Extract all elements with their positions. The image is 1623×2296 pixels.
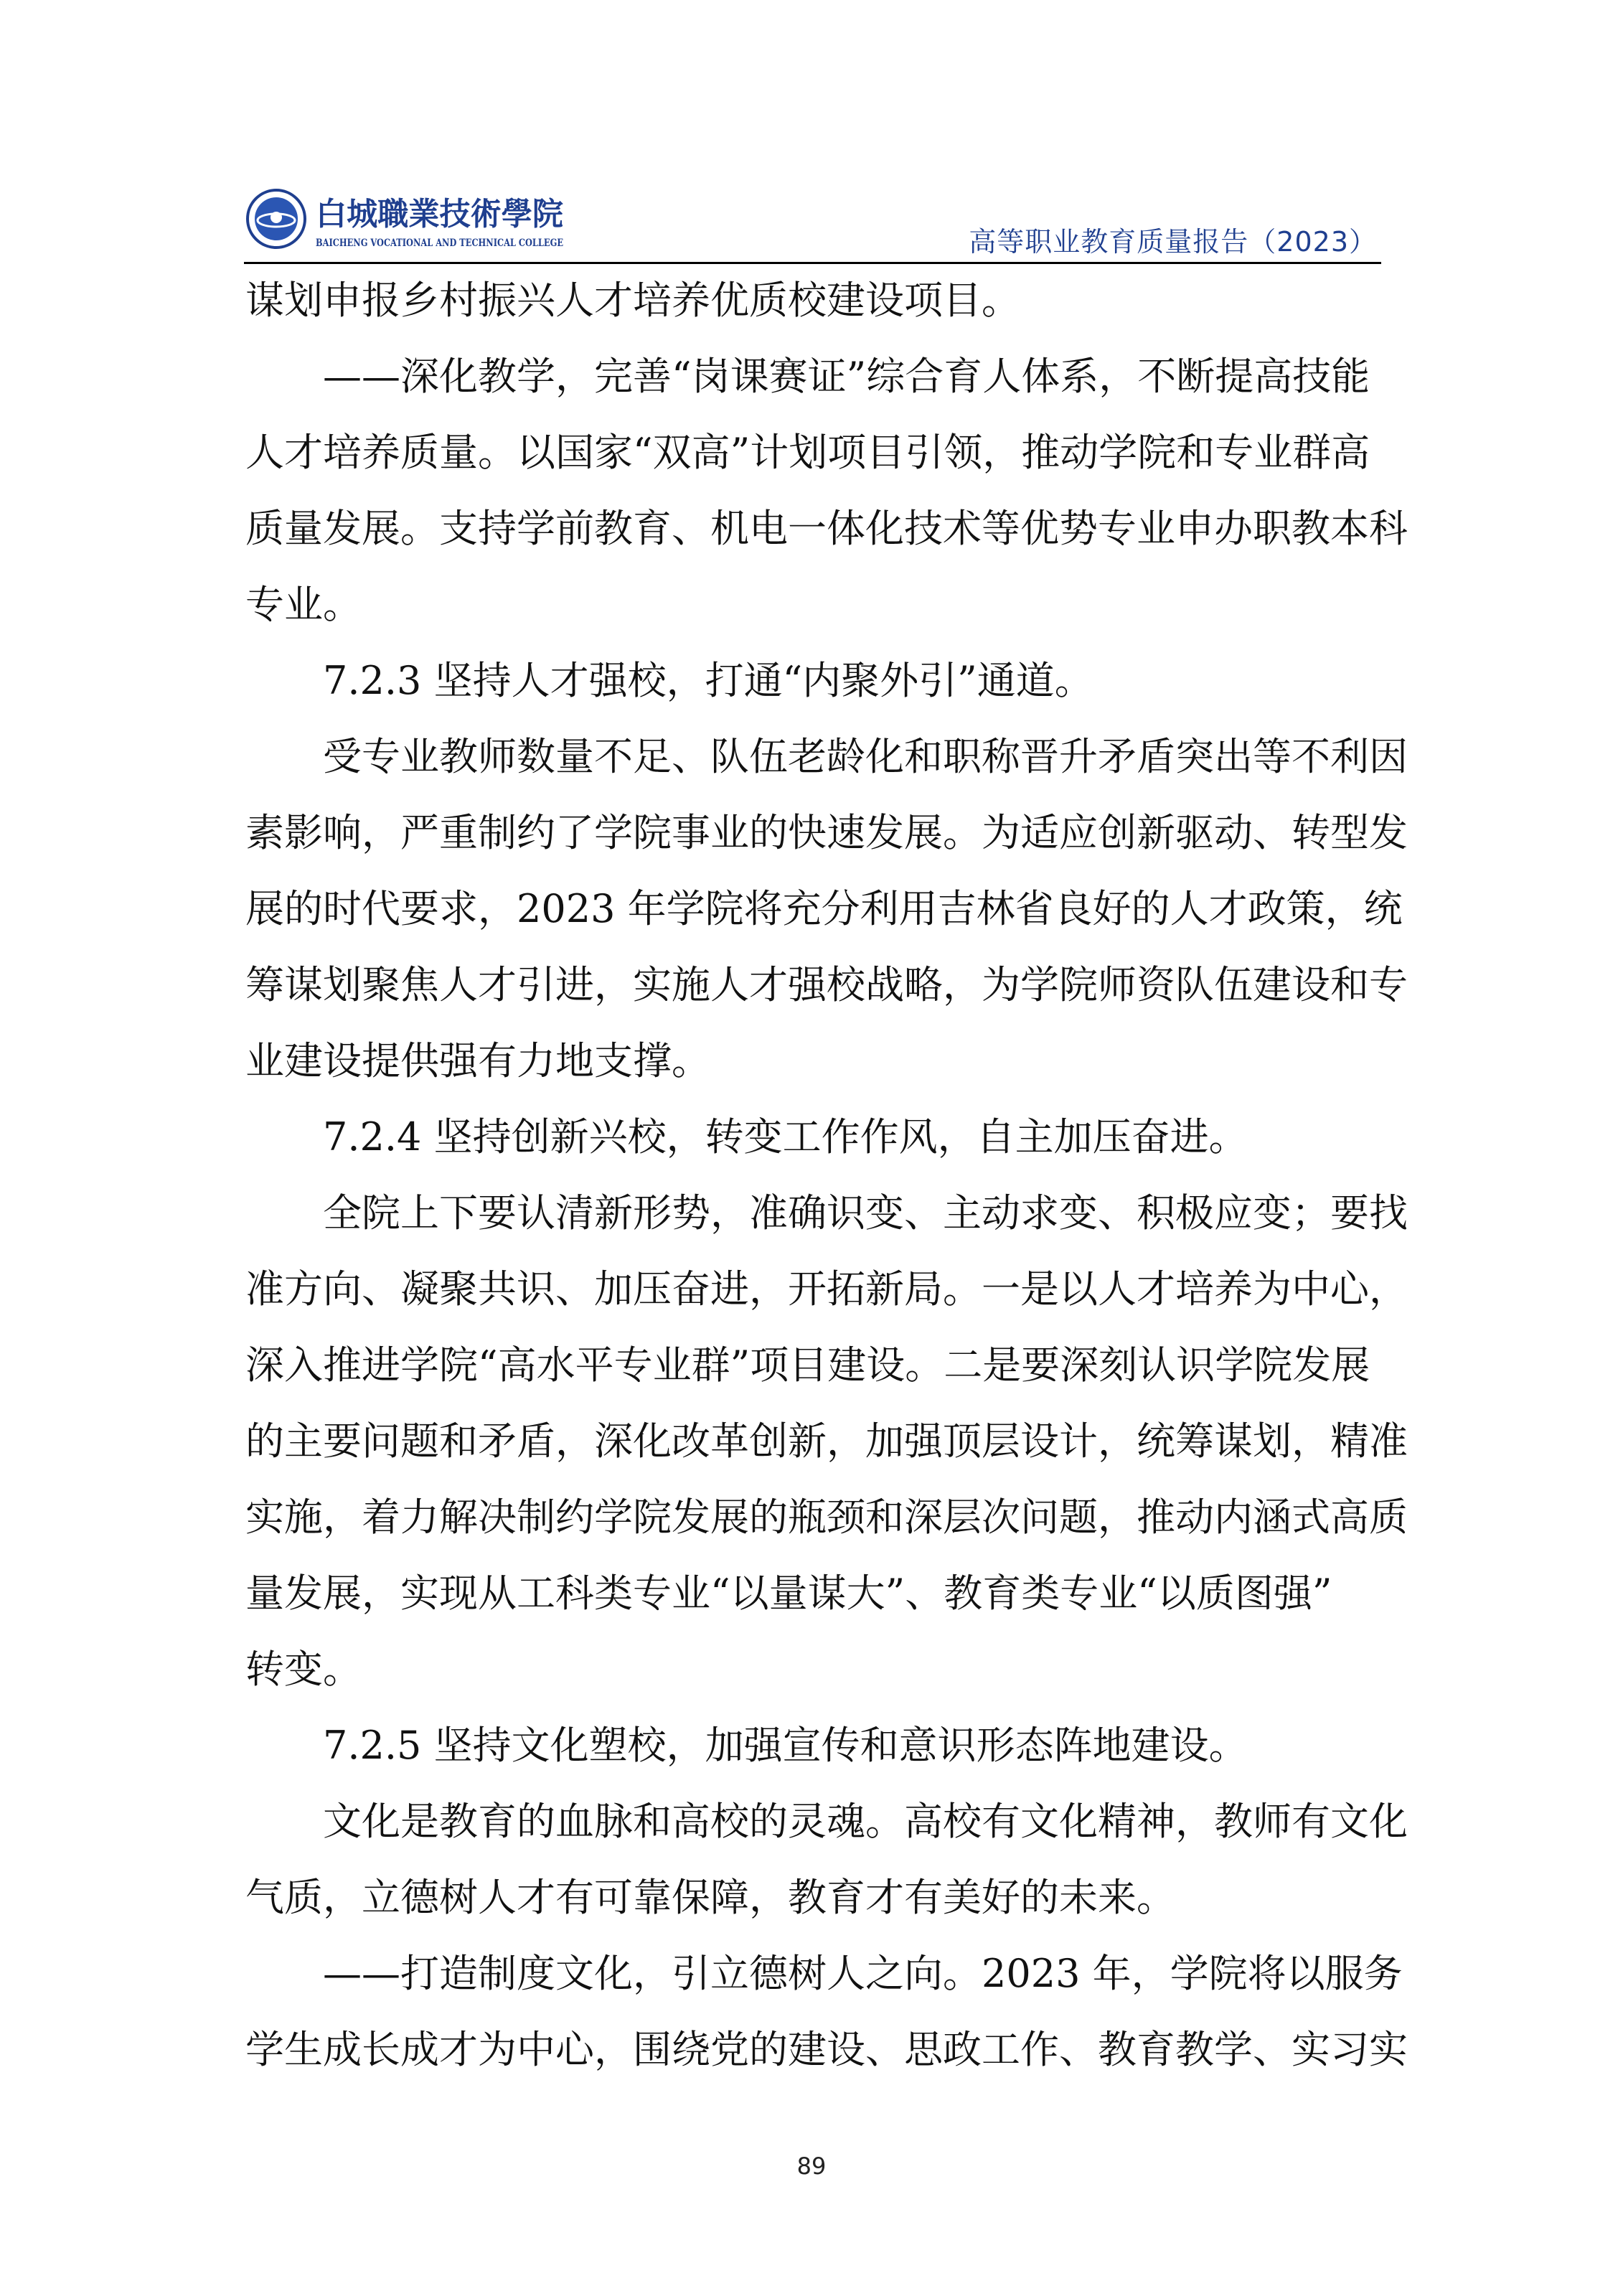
section-heading: 7.2.5 坚持文化塑校，加强宣传和意识形态阵地建设。 [323, 1723, 1248, 1768]
text-line: 转变。 [245, 1647, 362, 1692]
text-line: 筹谋划聚焦人才引进，实施人才强校战略，为学院师资队伍建设和专 [245, 962, 1408, 1007]
page-header [244, 183, 1381, 264]
text-line: ——打造制度文化，引立德树人之向。2023 年，学院将以服务 [323, 1951, 1403, 1996]
text-line: 展的时代要求，2023 年学院将充分利用吉林省良好的人才政策，统 [245, 886, 1403, 931]
text-line: 实施，着力解决制约学院发展的瓶颈和深层次问题，推动内涵式高质 [245, 1495, 1408, 1540]
text-line: 专业。 [245, 582, 362, 627]
section-heading: 7.2.3 坚持人才强校，打通“内聚外引”通道。 [323, 658, 1093, 703]
body-text [245, 263, 1408, 2088]
text-line: 准方向、凝聚共识、加压奋进，开拓新局。一是以人才培养为中心， [245, 1266, 1408, 1312]
text-line: 学生成长成才为中心，围绕党的建设、思政工作、教育教学、实习实 [245, 2027, 1408, 2072]
text-line: 质量发展。支持学前教育、机电一体化技术等优势专业申办职教本科 [245, 506, 1408, 551]
text-line: 业建设提供强有力地支撑。 [245, 1038, 710, 1083]
report-title: 高等职业教育质量报告（2023） [969, 226, 1377, 258]
text-line: 的主要问题和矛盾，深化改革创新，加强顶层设计，统筹谋划，精准 [245, 1418, 1408, 1464]
page-number: 89 [796, 2152, 827, 2180]
text-line: 气质，立德树人才有可靠保障，教育才有美好的未来。 [245, 1875, 1175, 1920]
text-line: 受专业教师数量不足、队伍老龄化和职称晋升矛盾突出等不利因 [323, 734, 1408, 779]
text-line: 人才培养质量。以国家“双高”计划项目引领，推动学院和专业群高 [245, 430, 1370, 475]
text-line: 文化是教育的血脉和高校的灵魂。高校有文化精神，教师有文化 [323, 1799, 1408, 1844]
logo-chinese-name: 白城職業技術學院 [316, 196, 563, 232]
text-line: 谋划申报乡村振兴人才培养优质校建设项目。 [245, 278, 1020, 323]
section-heading: 7.2.4 坚持创新兴校，转变工作作风，自主加压奋进。 [323, 1114, 1248, 1159]
college-logo [244, 183, 581, 255]
text-line: 全院上下要认清新形势，准确识变、主动求变、积极应变；要找 [323, 1190, 1408, 1236]
text-line: ——深化教学，完善“岗课赛证”综合育人体系，不断提高技能 [323, 354, 1370, 399]
text-line: 量发展，实现从工科类专业“以量谋大”、教育类专业“以质图强” [245, 1571, 1332, 1616]
logo-english-name: BAICHENG VOCATIONAL AND TECHNICAL COLLEGE [316, 237, 563, 249]
text-line: 深入推进学院“高水平专业群”项目建设。二是要深刻认识学院发展 [245, 1342, 1370, 1388]
text-line: 素影响，严重制约了学院事业的快速发展。为适应创新驱动、转型发 [245, 810, 1408, 855]
